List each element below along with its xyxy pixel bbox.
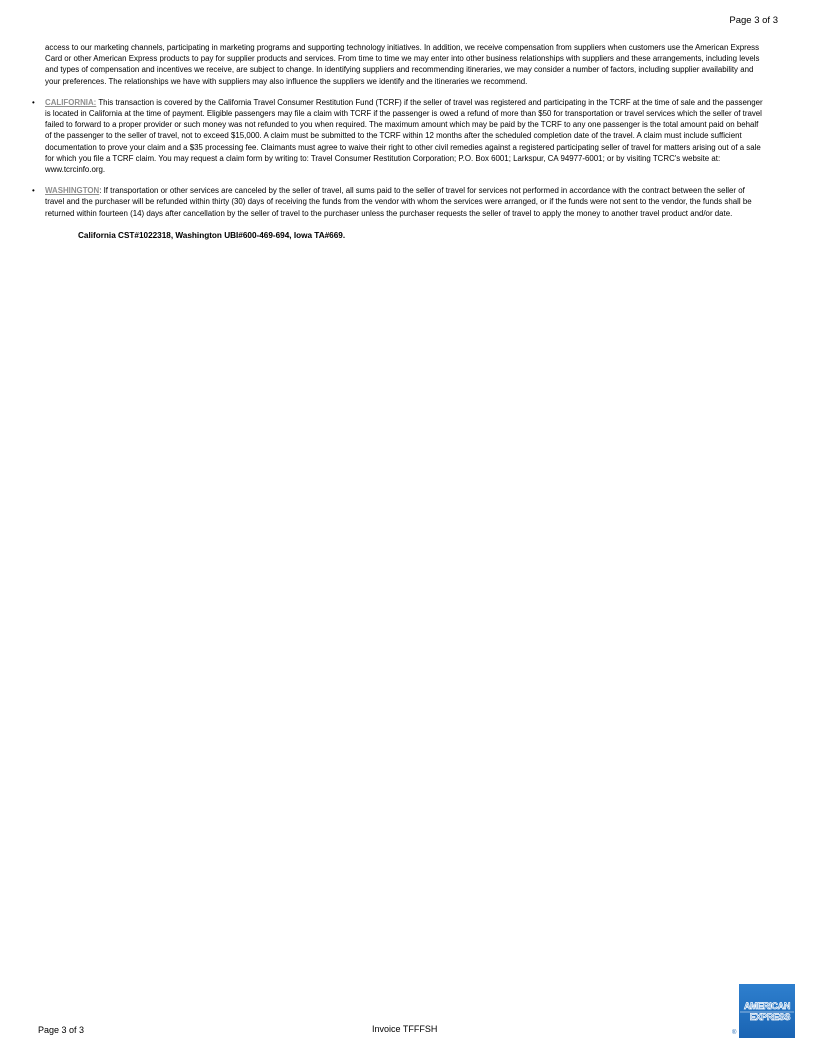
footer-page-number: Page 3 of 3 [38, 1025, 85, 1035]
amex-logo-line1: AMERICAN [743, 1001, 791, 1011]
washington-body: : If transportation or other services are canceled by the seller of travel, all sums paid to the seller of travel for services not performed in accordance with the contract between the seller of travel and the purchaser will be refunded within thirty (30) days of receiving the funds from the vendor with whom the services were arranged, or if the funds were not sent to the vendor, the funds shall be returned within fourteen (14) days after cancellation by the seller of travel to the purchaser unless the purchaser requests the seller of travel to apply the money to another travel product and/or date. [45, 186, 752, 218]
state-disclosures-list [32, 97, 763, 219]
footer-invoice-number: Invoice TFFFSH [372, 1024, 438, 1034]
amex-logo-graphic [739, 984, 795, 1038]
washington-heading: WASHINGTON [45, 186, 100, 196]
california-disclosure [32, 97, 763, 175]
intro-paragraph: access to our marketing channels, participating in marketing programs and supporting technology initiatives. In addition, we receive compensation from suppliers when customers use the American Express Card or other American Express products to pay for supplier products and services. From time to time we may enter into other business relationships with suppliers and these arrangements, including levels and types of compensation and incentives we receive, are subject to change. In identifying suppliers and recommending itineraries, we may consider a number of factors, including supplier availability and your preferences. The relationships we have with suppliers may also influence the suppliers we identify and the itineraries we recommend. [45, 43, 760, 86]
bullet-icon: • [32, 97, 35, 107]
license-numbers: California CST#1022318, Washington UBI#600-469-694, Iowa TA#669. [78, 230, 346, 240]
california-body: This transaction is covered by the California Travel Consumer Restitution Fund (TCRF) if the seller of travel was registered and participating in the TCRF at the time of sale and the passenger is located in California at the time of payment. Eligible passengers may file a claim with TCRF if the passenger is owed a refund of more than $50 for transportation or travel services which the seller of travel failed to forward to a proper provider or such money was not refunded to you when required. The maximum amount which may be paid by the TCRF to any one passenger is the total amount paid on behalf of the passenger to the seller of travel, not to exceed $15,000. A claim must be submitted to the TCRF within 12 months after the scheduled completion date of the travel. A claim must include sufficient documentation to prove your claim and a $35 processing fee. Claimants must agree to waive their right to other civil remedies against a registered participating seller of travel for matters arising out of a sale for which you file a TCRF claim. You may request a claim form by writing to: Travel Consumer Restitution Corporation; P.O. Box 6001; Larkspur, CA 94977-6001; or by visiting TCRC's website at: www.tcrcinfo.org. [45, 97, 763, 175]
amex-logo-line2: EXPRESS [749, 1012, 791, 1022]
california-heading: CALIFORNIA: [45, 97, 97, 107]
bullet-icon: • [32, 186, 35, 196]
document-body [32, 42, 763, 241]
amex-logo [739, 984, 795, 1038]
page-number-top: Page 3 of 3 [729, 15, 778, 26]
washington-disclosure [32, 185, 763, 219]
registered-mark: ® [732, 1030, 737, 1036]
